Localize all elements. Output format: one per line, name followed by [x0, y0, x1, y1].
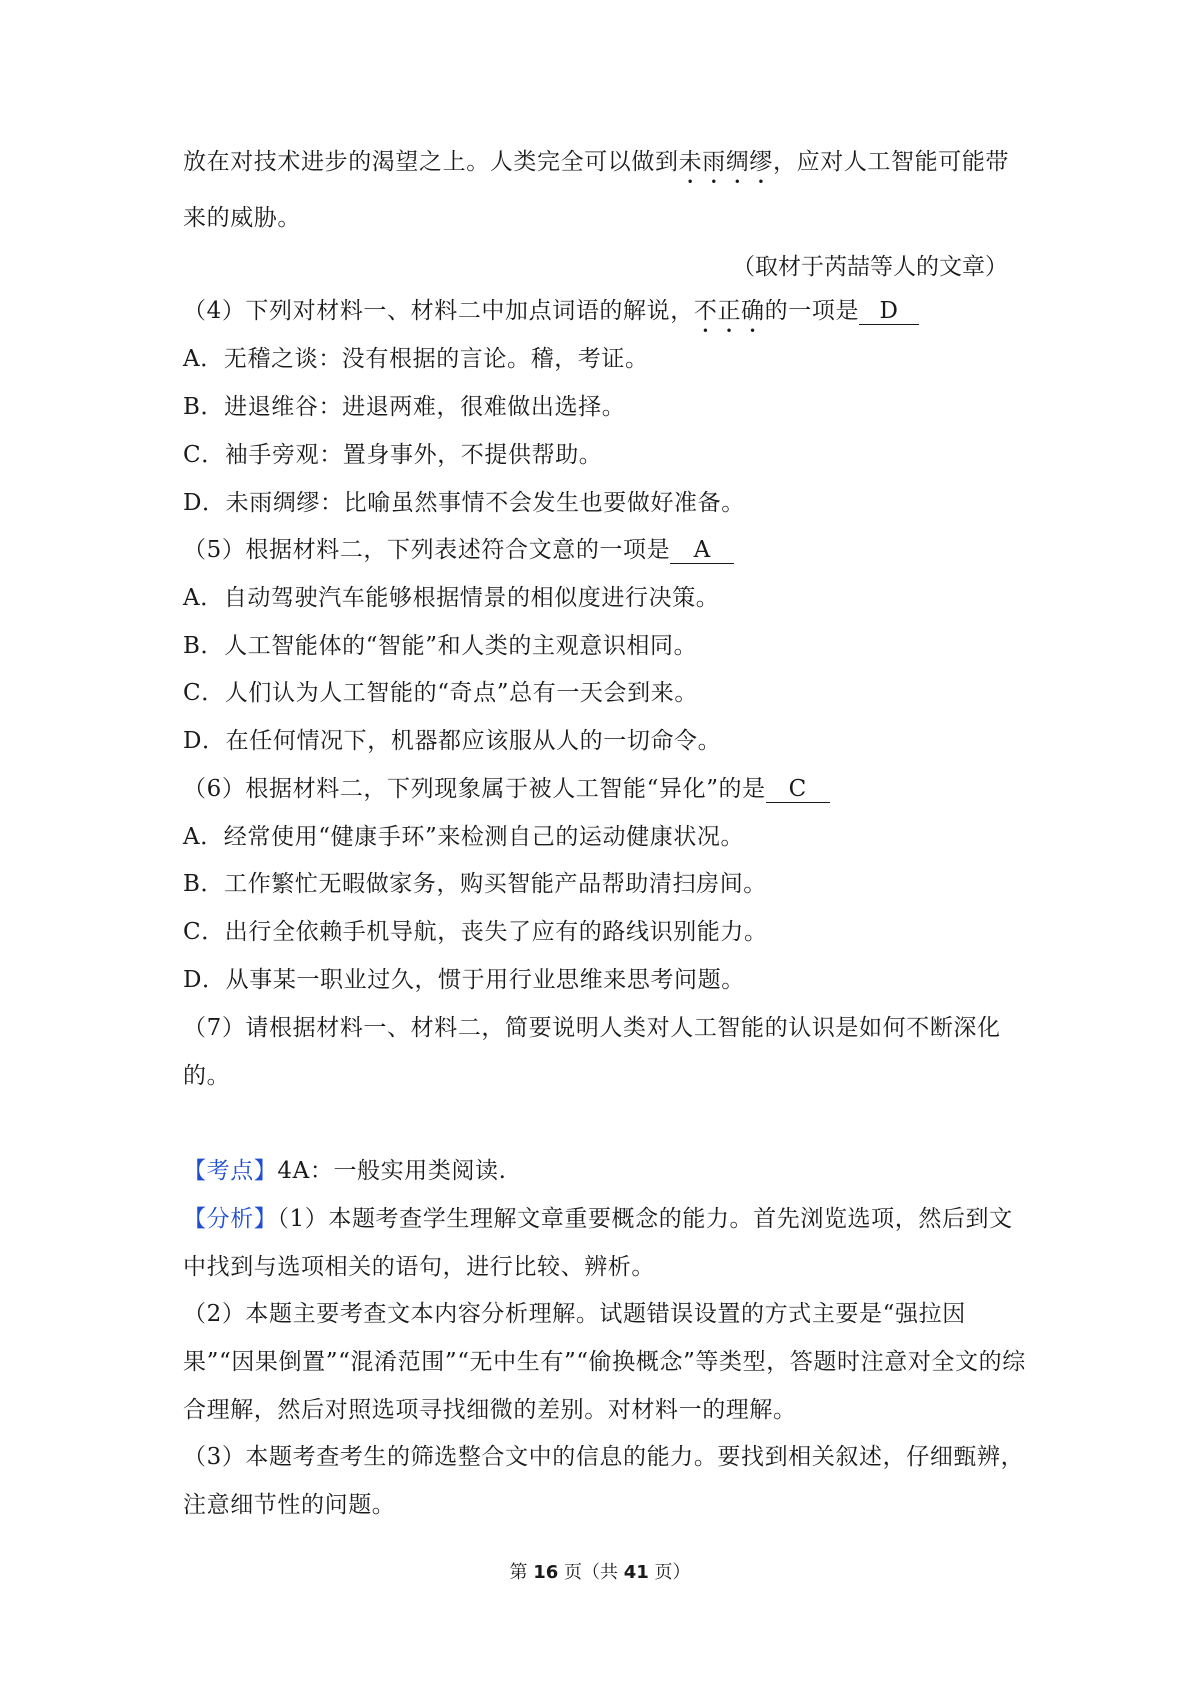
- option: D．未雨绸缪：比喻虽然事情不会发生也要做好准备。: [183, 490, 745, 516]
- question-7-stem: （7）请根据材料一、材料二，简要说明人类对人工智能的认识是如何不断深化: [183, 1015, 1001, 1041]
- option: D．在任何情况下，机器都应该服从人的一切命令。: [183, 728, 722, 754]
- analysis-line: 中找到与选项相关的语句，进行比较、辨析。: [183, 1254, 655, 1280]
- option: B．工作繁忙无暇做家务，购买智能产品帮助清扫房间。: [183, 871, 767, 897]
- analysis-line: 果”“因果倒置”“混淆范围”“无中生有”“偷换概念”等类型，答题时注意对全文的综: [183, 1349, 1026, 1375]
- option: A．无稽之谈：没有根据的言论。稽，考证。: [183, 346, 649, 372]
- question-5-stem: （5）根据材料二，下列表述符合文意的一项是 A: [183, 535, 734, 565]
- analysis-line: （2）本题主要考查文本内容分析理解。试题错误设置的方式主要是“强拉因: [183, 1301, 966, 1327]
- dotted-word: 不正确: [693, 298, 765, 324]
- kaodian-tag: 【考点】: [183, 1158, 278, 1184]
- option: A．经常使用“健康手环”来检测自己的运动健康状况。: [183, 824, 745, 850]
- answer-blank: C: [766, 776, 830, 803]
- page-total: 41: [623, 1562, 649, 1583]
- analysis-line: （3）本题考查考生的筛选整合文中的信息的能力。要找到相关叙述，仔细甄辨，: [183, 1444, 1025, 1470]
- analysis-line: 合理解，然后对照选项寻找细微的差别。对材料一的理解。: [183, 1397, 797, 1423]
- analysis-line: 注意细节性的问题。: [183, 1492, 396, 1518]
- question-4-stem: （4）下列对材料一、材料二中加点词语的解说，不正确的一项是 D: [183, 296, 919, 338]
- question-6-stem: （6）根据材料二，下列现象属于被人工智能“异化”的是 C: [183, 774, 830, 804]
- answer-blank: A: [670, 537, 734, 564]
- option: B．进退维谷：进退两难，很难做出选择。: [183, 394, 626, 420]
- option: C．人们认为人工智能的“奇点”总有一天会到来。: [183, 680, 698, 706]
- option: C．袖手旁观：置身事外，不提供帮助。: [183, 442, 603, 468]
- passage-line: 放在对技术进步的渴望之上。人类完全可以做到未雨绸缪，应对人工智能可能带: [183, 149, 1010, 175]
- fenxi-section: 【分析】（1）本题考查学生理解文章重要概念的能力。首先浏览选项，然后到文: [183, 1206, 1013, 1232]
- answer-blank: D: [859, 298, 919, 325]
- kaodian-section: 【考点】4A：一般实用类阅读.: [183, 1158, 507, 1184]
- passage-line: 来的威胁。: [183, 205, 301, 231]
- option: B．人工智能体的“智能”和人类的主观意识相同。: [183, 633, 698, 659]
- option: C．出行全依赖手机导航，丧失了应有的路线识别能力。: [183, 919, 768, 945]
- question-7-stem: 的。: [183, 1063, 231, 1089]
- option: D．从事某一职业过久，惯于用行业思维来思考问题。: [183, 967, 745, 993]
- source-citation: （取材于芮喆等人的文章）: [732, 254, 1008, 280]
- dotted-word: 未雨绸缪: [678, 149, 774, 175]
- page-footer: 第 16 页（共 41 页）: [509, 1562, 691, 1583]
- option: A．自动驾驶汽车能够根据情景的相似度进行决策。: [183, 585, 720, 611]
- fenxi-tag: 【分析】: [183, 1206, 278, 1232]
- page-number: 16: [533, 1562, 559, 1583]
